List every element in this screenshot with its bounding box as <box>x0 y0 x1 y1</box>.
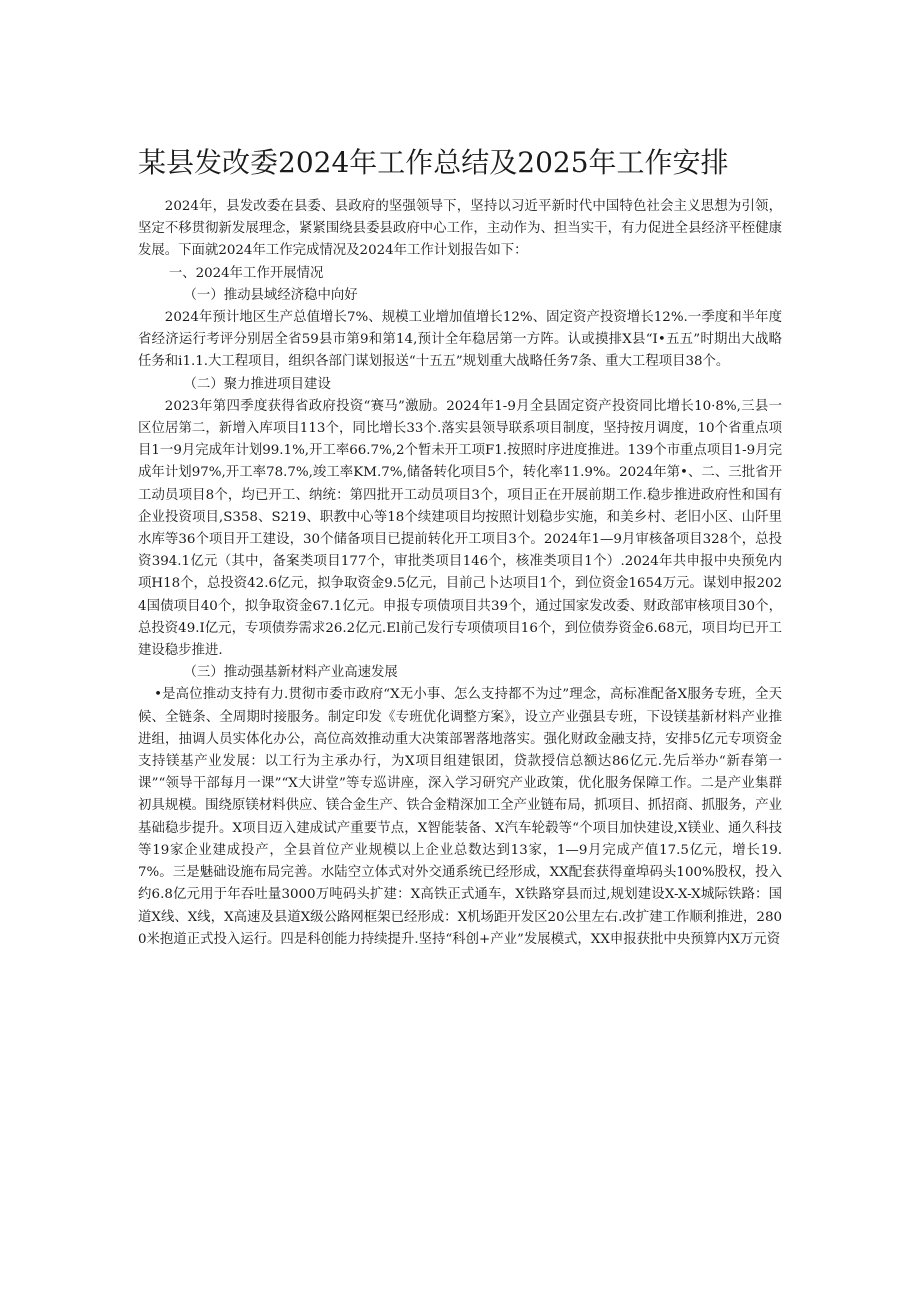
subsection-paragraph-3: •是高位推动支持有力.贯彻市委市政府“X无小事、怎么支持都不为过”理念，高标准配备X服务专班，全天候、全链条、全周期时接服务。制定印发《专班优化调整方案》，设立产业强县专班，下设镁基新材料产业推进组，抽调人员实体化办公，高位高效推动重大决策部署落地落实。强化财政金融支持，安排5亿元专项资金支持镁基产业发展：以工行为主承办行，为X项目组建银团，贷款授信总额达86亿元.先后举办“新春第一课”“领导干部每月一课”“X大讲堂”等专巡讲座，深入学习研究产业政策，优化服务保障工作。二是产业集群初具规模。围绕原镁材料供应、镁合金生产、铁合金精深加工全产业链布局，抓项目、抓招商、抓服务，产业基础稳步提升。X项目迈入建成试产重要节点，X智能装备、X汽车轮毂等“个项目加快建设,X镁业、通久科技等19家企业建成投产，全县首位产业规模以上企业总数达到13家，1—9月完成产值17.5亿元，增长19.7%。三是魅础设施布局完善。水陆空立体式对外交通系统已经形成，XX配套获得童埠码头100%股权，投入约6.8亿元用于年吞吐量3000万吨码头扩建：X高铁正式通车，X铁路穿县而过,规划建设X-X-X城际铁路：国道X线、X线，X高速及县道X级公路网框架已经形成：X机场距开发区20公里左右.改扩建工作顺利推进，2800米抱道正式投入运行。四是科创能力持续提升.坚持“科创+产业”发展模式，XX申报获批中央预算内X万元资 <box>138 687 782 947</box>
subsection-paragraph-1: 2024年预计地区生产总值增长7%、规模工业增加值增长12%、固定资产投资增长12%.一季度和半年度省经济运行考评分别居全省59县市第9和第14,预计全年稳居第一方阵。认或摸排X县“I•五五”时期出大战略任务和i1.1.大工程项目，组织各部门谋划报送“十五五”规划重大战略任务7条、重大工程项目38个。 <box>138 310 782 370</box>
subsection-paragraph-2: 2023年第四季度获得省政府投资“赛马”激励。2024年1-9月全县固定资产投资同比增长10·8%,三县一区位居第二，新增入库项目113个，同比增长33个.落实县领导联系项目制度，坚持按月调度，10个省重点项目1一9月完成年计划99.1%,开工率66.7%,2个暂未开工项F1.按照时序进度推进。139个市重点项目1-9月完成年计划97%,开工率78.7%,竣工率KM.7%,储备转化项目5个，转化率11.9%。2024年第•、二、三批省开工动员项目8个，均已开工、纳统：第四批开工动员项目3个，项目正在开展前期工作.稳步推进政府性和国有企业投资项目,S358、S219、职教中心等18个续建项目均按照计划稳步实施，和美乡村、老旧小区、山阡里水库等36个项目开工建设，30个储备项目已提前转化开工项目3个。2024年1—9月审核备项目328个，总投资394.1亿元（其中，备案类项目177个，审批类项目146个，核准类项目1个）.2024年共申报中央预免内项H18个，总投资42.6亿元，拟争取资金9.5亿元，目前己卜达项目1个，到位资金1654万元。谋划申报2024国债项目40个，拟争取资金67.1亿元。申报专项债项目共39个，通过国家发改委、财政部审核项目30个，总投资49.I亿元，专项债券需求26.2亿元.El前己发行专项债项目16个，到位债券资金6.68元，项目均已开工建设稳步推进. <box>138 398 782 659</box>
subsection-heading-2: （二）聚力推进项目建设 <box>183 376 331 392</box>
document-title: 某县发改委2024年工作总结及2025年工作安排 <box>138 146 729 179</box>
subsection-heading-1: （一）推动县域经济稳中向好 <box>183 287 358 303</box>
section-heading-1: 一、2024年工作开展情况 <box>168 265 324 281</box>
document-body <box>138 196 782 951</box>
subsection-heading-3: （三）推动强基新材料产业高速发展 <box>183 665 398 681</box>
intro-paragraph: 2024年，县发改委在县委、县政府的坚强领导下，坚持以习近平新时代中国特色社会主义思想为引领，坚定不移贯彻新发展理念，紧紧围绕县委县政府中心工作，主动作为、担当实干，有力促进全县经济平桎健康发展。下面就2024年工作完成情况及2024年工作计划报告如下： <box>138 199 782 259</box>
